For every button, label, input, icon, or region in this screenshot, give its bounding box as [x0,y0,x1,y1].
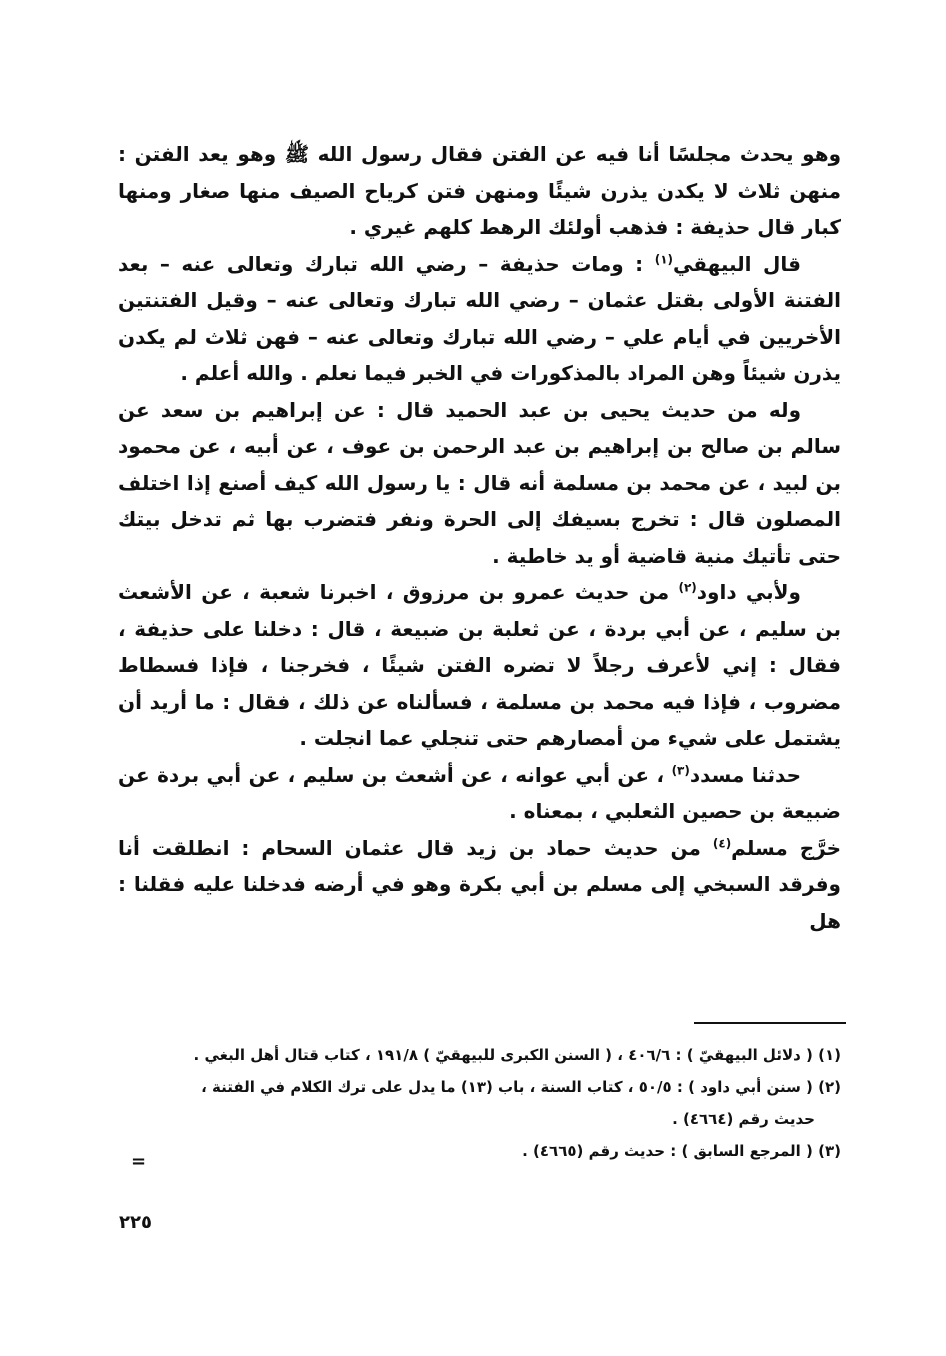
paragraph-1: وهو يحدث مجلسًا أنا فيه عن الفتن فقال رسول الله ﷺ وهو يعد الفتن : منهن ثلاث لا يكدن يذرن شيئًا ومنهن فتن كرياح الصيف منها صغار ومنها كبار قال حذيفة : فذهب أولئك الرهط كلهم غيري . [118,142,841,239]
continuation-mark: = [131,1151,147,1172]
footnotes [118,1039,841,1167]
paragraph-6-start: خرَّج مسلم [731,835,841,860]
footnote-ref-2[interactable]: (٢) [678,580,697,595]
paragraph-5-rest: ، عن أبي عوانه ، عن أشعث بن سليم ، عن أبي بردة عن ضبيعة بن حصين الثعلبي ، بمعناه . [118,762,841,823]
paragraph-3: وله من حديث يحيى بن عبد الحميد قال : عن إبراهيم بن سعد عن سالم بن صالح بن إبراهيم بن عبد الرحمن بن عوف ، عن أبيه ، عن محمود بن لبيد ، عن محمد بن مسلمة أنه قال : يا رسول الله كيف أصنع إذا اختلف المصلون قال : تخرج بسيفك إلى الحرة ونفر فتضرب بها ثم تدخل بيتك حتى تأتيك منية قاضية أو يد خاطية . [118,397,841,568]
footnote-ref-3[interactable]: (٣) [671,762,690,777]
footnote-2-continued: حديث رقم (٤٦٦٤) . [672,1110,815,1128]
paragraph-5 [118,757,841,830]
paragraph-6 [118,830,841,940]
footnote-ref-4[interactable]: (٤) [712,835,732,850]
footnote-separator [694,1022,846,1024]
main-text [118,136,841,939]
paragraph-4-rest: من حديث عمرو بن مرزوق ، اخبرنا شعبة ، عن الأشعث بن سليم ، عن أبي بردة ، عن ثعلبة بن ضبيعة ، قال : دخلنا على حذيفة ، فقال : إني لأعرف رجلاً لا تضره الفتن شيئًا ، فخرجنا ، فإذا فسطاط مضروب ، فإذا فيه محمد بن مسلمة ، فسألناه عن ذلك ، فقال : ما أريد أن يشتمل على شيء من أمصارهم حتى تنجلي عما انجلت . [118,580,841,750]
paragraph-6-rest: من حديث حماد بن زيد قال عثمان السحام : انطلقت أنا وفرقد السبخي إلى مسلم بن أبي بكرة وهو في أرضه فدخلنا عليه فقلنا : هل [118,835,841,933]
footnote-3: (٣) ( المرجع السابق ) : حديث رقم (٤٦٦٥) . [522,1142,841,1160]
paragraph-4 [118,574,841,757]
paragraph-2-start: قال البيهقي [673,251,802,276]
paragraph-5-start: حدثنا مسدد [689,762,801,787]
footnote-ref-1[interactable]: (١) [654,251,673,266]
footnote-2: (٢) ( سنن أبي داود ) : ٥٠/٥ ، كتاب السنة ، باب (١٣) ما يدل على ترك الكلام في الفتنة ، [201,1078,841,1096]
paragraph-4-start: ولأبي داود [696,580,801,604]
page-number: ٢٢٥ [119,1212,152,1233]
paragraph-2-rest: : ومات حذيفة – رضي الله تبارك وتعالى عنه – بعد الفتنة الأولى بقتل عثمان – رضي الله تبارك وتعالى عنه – وقيل الفتنتين الأخريين في أيام علي – رضي الله تبارك وتعالى عنه – فهن ثلاث لم يكدن يذرن شيئاً وهن المراد بالمذكورات في الخبر فيما نعلم . والله أعلم . [118,251,841,385]
paragraph-2 [118,246,841,392]
footnote-1: (١) ( دلائل البيهقيّ ) : ٤٠٦/٦ ، ( السنن الكبرى للبيهقيّ ) ١٩١/٨ ، كتاب قتال أهل البغي . [193,1046,841,1064]
